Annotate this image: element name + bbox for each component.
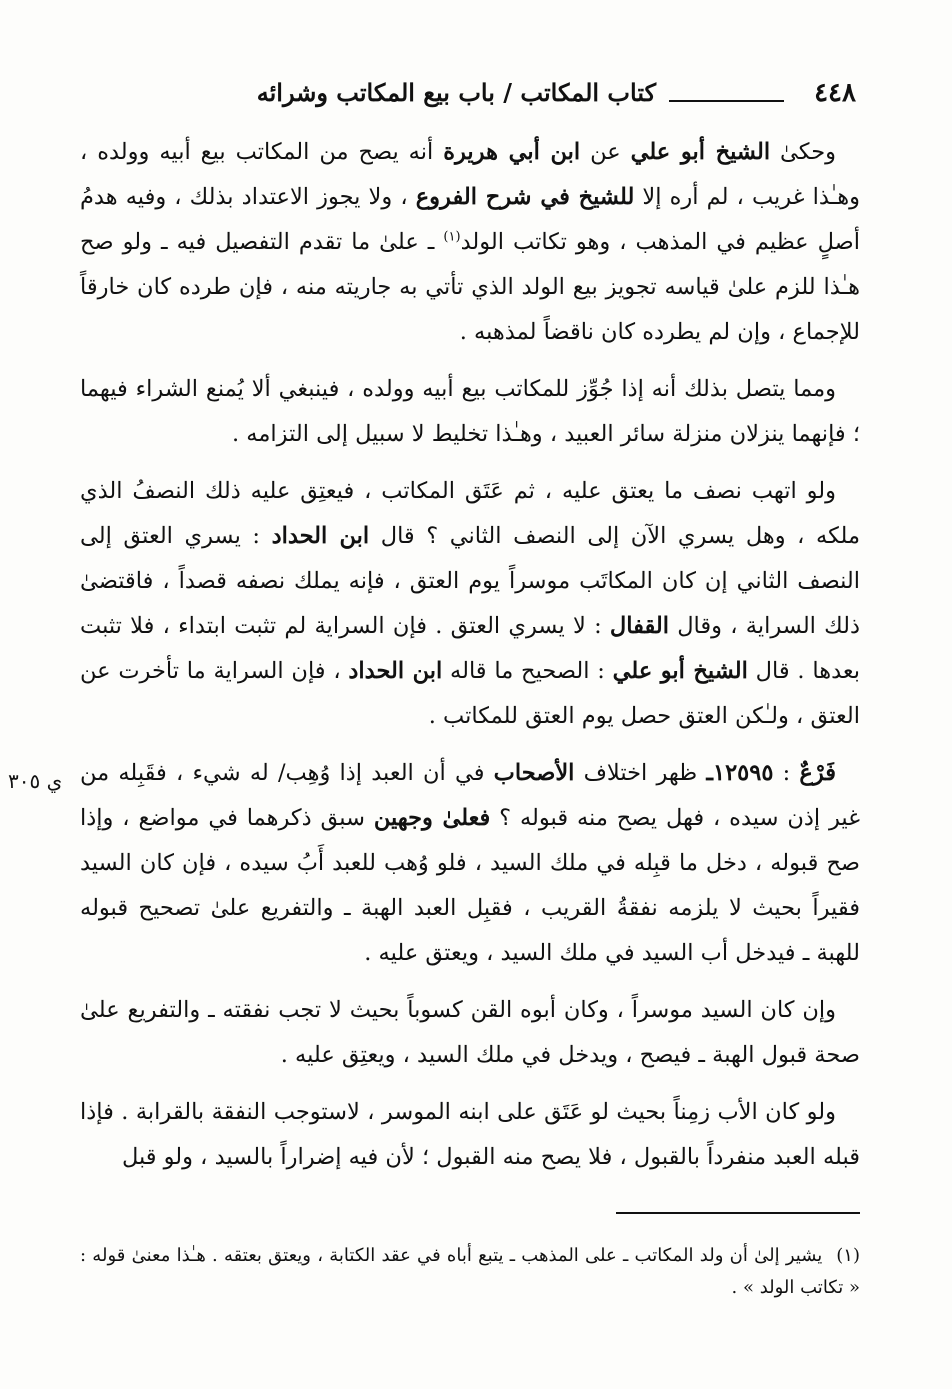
text-run: وحكىٰ	[770, 139, 836, 165]
text-run: ظهر اختلاف	[574, 760, 707, 786]
text-run: أنه يصح من المكاتب بيع أبيه وولده ، وهـٰذا غريب ، لم أره إلا	[80, 139, 860, 210]
paragraph-4	[80, 751, 860, 976]
text-run: وإن كان السيد موسراً ، وكان أبوه القن كسوباً بحيث لا تجب نفقته ـ والتفريع علىٰ صحة قبول الهبة ـ فيصح ، ويدخل في ملك السيد ، ويعتِق عليه .	[80, 997, 860, 1068]
footnote-reference[interactable]: (١)	[443, 229, 461, 245]
bold-phrase: فعلىٰ وجهين	[373, 805, 491, 831]
text-run: في أن العبد إذا وُهِب/ له شيء ، فقَبِله من غير إذن سيده ، فهل يصح منه قبوله ؟	[80, 760, 860, 831]
bold-name: ابن الحداد	[348, 658, 443, 684]
bold-name: القفال	[609, 613, 669, 639]
bold-name: الشيخ أبو علي	[612, 658, 748, 684]
margin-reference: ي ٣٠٥	[8, 769, 63, 793]
header-rule	[669, 100, 784, 102]
issue-number: ١٢٥٩٥ـ	[706, 760, 774, 786]
paragraph-6	[80, 1090, 860, 1180]
text-run: ولو كان الأب زمِناً بحيث لو عَتَق على ابنه الموسر ، لاستوجب النفقة بالقرابة . فإذا قبله العبد منفرداً بالقبول ، فلا يصح منه القبول ؛ لأن فيه إضراراً بالسيد ، ولو قبل	[80, 1099, 860, 1170]
paragraph-5	[80, 988, 860, 1078]
text-run: :	[773, 760, 800, 786]
section-marker: فَرْعٌ	[799, 760, 836, 786]
text-run: : الصحيح ما قاله	[442, 658, 613, 684]
bold-name: ابن الحداد	[271, 523, 370, 549]
running-title: كتاب المكاتب / باب بيع المكاتب وشرائه	[256, 78, 656, 107]
page-number: ٤٤٨	[814, 78, 856, 108]
main-text	[80, 130, 860, 1192]
text-run: ، فإن السراية ما تأخرت عن العتق ، ولـٰكن العتق حصل يوم العتق للمكاتب .	[80, 658, 860, 729]
text-run: : لا يسري العتق . فإن السراية لم تثبت ابتداء ، فلا تثبت بعدها . قال	[80, 613, 861, 684]
text-run: ـ علىٰ ما تقدم التفصيل فيه ـ ولو صح هـٰذا للزم علىٰ قياسه تجويز بيع الولد الذي تأتي به جاريته منه ، فإن طرده كان خارقاً للإجماع ، وإن لم يطرده كان ناقضاً لمذهبه .	[80, 229, 860, 345]
paragraph-1	[80, 130, 860, 355]
text-run: ، ولا يجوز الاعتداد بذلك ، وفيه هدمُ أصلٍ عظيم في المذهب ، وهو تكاتب الولد	[80, 184, 860, 255]
paragraph-2	[80, 367, 860, 457]
footnote-number: (١)	[836, 1245, 860, 1266]
text-run: : يسري العتق إلى النصف الثاني إن كان المكاتَب موسراً يوم العتق ، فإنه يملك نصفه قصداً ، فاقتضىٰ ذلك السراية ، وقال	[80, 523, 861, 639]
paragraph-3	[80, 469, 860, 739]
running-header	[86, 78, 856, 118]
footnote-text: يشير إلىٰ أن ولد المكاتب ـ على المذهب ـ يتبع أباه في عقد الكتابة ، ويعتق بعتقه . هـٰذا معنىٰ قوله : « تكاتب الولد » .	[80, 1245, 860, 1298]
footnote-rule	[616, 1212, 860, 1214]
footnote	[80, 1240, 860, 1304]
text-run: ولو اتهب نصف ما يعتق عليه ، ثم عَتَق المكاتب ، فيعتِق عليه ذلك النصفُ الذي ملكه ، وهل يسري الآن إلى النصف الثاني ؟ قال	[80, 478, 860, 549]
text-run: ومما يتصل بذلك أنه إذا جُوِّز للمكاتب بيع أبيه وولده ، فينبغي ألا يُمنع الشراء فيهما ؛ فإنهما ينزلان منزلة سائر العبيد ، وهـٰذا تخليط لا سبيل إلى التزامه .	[80, 376, 860, 447]
bold-name: ابن أبي هريرة	[443, 139, 581, 165]
bold-name: الشيخ أبو علي	[630, 139, 771, 165]
text-run: سبق ذكرهما في مواضع ، وإذا صح قبوله ، دخل ما قبِله في ملك السيد ، فلو وُهب للعبد أَبُ سيده ، فإن كان السيد فقيراً بحيث لا يلزمه نفقةُ القريب ، فقبِل العبد الهبة ـ والتفريع علىٰ تصحيح قبوله للهبة ـ فيدخل أب السيد في ملك السيد ، ويعتق عليه .	[80, 805, 860, 966]
bold-name: الأصحاب	[493, 760, 575, 786]
bold-name: للشيخ في شرح الفروع	[415, 184, 635, 210]
text-run: عن	[580, 139, 631, 165]
